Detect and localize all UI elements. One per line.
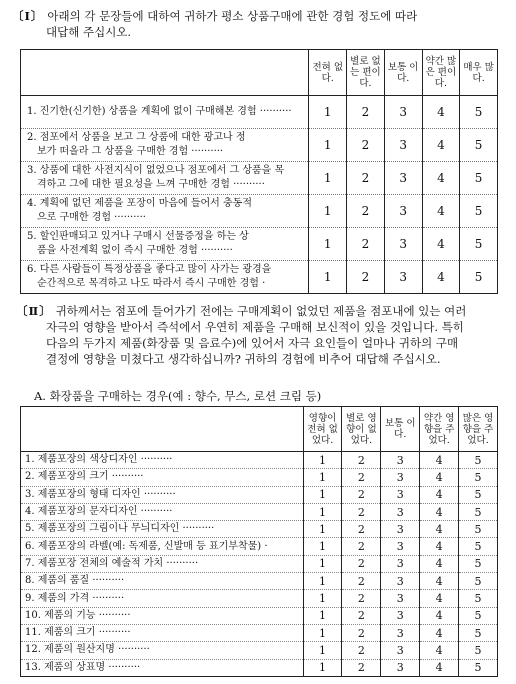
section1-item-line: 1. 진기한(신기한) 상품을 계획에 없이 구매해본 경험 ·········· bbox=[27, 106, 292, 117]
section2-scale-header: 영향이 전혀 없었다. bbox=[303, 407, 342, 452]
section2-item-row bbox=[21, 642, 498, 659]
scale-option-4[interactable]: 4 bbox=[422, 129, 460, 162]
scale-option-4[interactable]: 4 bbox=[422, 195, 460, 228]
scale-option-1[interactable]: 1 bbox=[303, 642, 342, 659]
section2-instruction-line: 결정에 영향을 미쳤다고 생각하십니까? 귀하의 경험에 비추어 대답해 주십시오. bbox=[46, 352, 441, 366]
scale-option-4[interactable]: 4 bbox=[420, 642, 459, 659]
section1-item-line: 6. 다른 사람들이 특정상품을 좋다고 많이 사가는 광경을 bbox=[27, 264, 272, 275]
scale-option-2[interactable]: 2 bbox=[347, 96, 385, 129]
scale-option-4[interactable]: 4 bbox=[420, 555, 459, 572]
section1-scale-header: 전혀 없다. bbox=[309, 50, 347, 96]
scale-option-1[interactable]: 1 bbox=[309, 129, 347, 162]
scale-option-5[interactable]: 5 bbox=[460, 195, 498, 228]
section1-item-row bbox=[21, 195, 498, 228]
scale-option-1[interactable]: 1 bbox=[303, 590, 342, 607]
scale-option-4[interactable]: 4 bbox=[422, 261, 460, 294]
scale-option-5[interactable]: 5 bbox=[459, 486, 498, 503]
scale-option-2[interactable]: 2 bbox=[342, 452, 381, 469]
scale-option-1[interactable]: 1 bbox=[303, 624, 342, 641]
scale-option-5[interactable]: 5 bbox=[460, 162, 498, 195]
section1-table bbox=[20, 49, 498, 294]
section2-item-label: 11. 제품의 크기 ·········· bbox=[21, 624, 304, 641]
scale-option-2[interactable]: 2 bbox=[347, 129, 385, 162]
scale-option-2[interactable]: 2 bbox=[342, 538, 381, 555]
section2-item-label: 10. 제품의 기능 ·········· bbox=[21, 607, 304, 624]
scale-option-3[interactable]: 3 bbox=[381, 590, 420, 607]
scale-option-1[interactable]: 1 bbox=[303, 607, 342, 624]
section1-item-line: 보가 떠올라 그 상품을 구매한 경험 ·········· bbox=[37, 146, 224, 157]
section1-item-line: 4. 계획에 없던 제품을 포장이 마음에 들어서 충동적 bbox=[27, 198, 252, 209]
section2-item-label: 2. 제품포장의 크기 ·········· bbox=[21, 469, 304, 486]
section2-item-row bbox=[21, 469, 498, 486]
section1-item-line: 2. 점포에서 상품을 보고 그 상품에 대한 광고나 정 bbox=[27, 132, 246, 143]
section1-item-row bbox=[21, 129, 498, 162]
scale-option-3[interactable]: 3 bbox=[381, 538, 420, 555]
scale-option-5[interactable]: 5 bbox=[460, 96, 498, 129]
scale-option-2[interactable]: 2 bbox=[342, 659, 381, 676]
section2-item-label: 12. 제품의 원산지명 ·········· bbox=[21, 642, 304, 659]
scale-option-2[interactable]: 2 bbox=[347, 228, 385, 261]
section1-header-blank bbox=[21, 50, 309, 96]
scale-option-3[interactable]: 3 bbox=[381, 452, 420, 469]
section2-item-label: 8. 제품의 품질 ·········· bbox=[21, 573, 304, 590]
scale-option-1[interactable]: 1 bbox=[303, 538, 342, 555]
scale-option-5[interactable]: 5 bbox=[460, 228, 498, 261]
section1-item-row bbox=[21, 261, 498, 294]
scale-option-4[interactable]: 4 bbox=[420, 503, 459, 520]
section2-item-label: 5. 제품포장의 그림이나 무늬디자인 ·········· bbox=[21, 521, 304, 538]
scale-option-4[interactable]: 4 bbox=[420, 469, 459, 486]
scale-option-5[interactable]: 5 bbox=[459, 555, 498, 572]
scale-option-5[interactable]: 5 bbox=[459, 538, 498, 555]
subsection-a-title: A. 화장품을 구매하는 경우(예 : 향수, 무스, 로션 크림 등) bbox=[34, 389, 322, 403]
scale-option-3[interactable]: 3 bbox=[381, 555, 420, 572]
scale-option-3[interactable]: 3 bbox=[381, 521, 420, 538]
section2-scale-header: 많은 영향을 주었다. bbox=[459, 407, 498, 452]
section2-instruction-line: 다음의 두가지 제품(화장품 및 음료수)에 있어서 자극 요인들이 얼마나 귀하의 구매 bbox=[46, 336, 459, 350]
section2-scale-header: 별로 영향이 없었다. bbox=[342, 407, 381, 452]
section1-item-text bbox=[21, 162, 309, 195]
scale-option-5[interactable]: 5 bbox=[459, 503, 498, 520]
scale-option-2[interactable]: 2 bbox=[342, 642, 381, 659]
section1-heading bbox=[12, 8, 506, 40]
section2-scale-header: 보통 이다. bbox=[381, 407, 420, 452]
scale-option-3[interactable]: 3 bbox=[384, 261, 422, 294]
scale-option-5[interactable]: 5 bbox=[459, 659, 498, 676]
scale-option-1[interactable]: 1 bbox=[303, 469, 342, 486]
section1-item-text bbox=[21, 96, 309, 129]
section2-item-row bbox=[21, 452, 498, 469]
section1-item-row bbox=[21, 228, 498, 261]
scale-option-4[interactable]: 4 bbox=[420, 452, 459, 469]
scale-option-3[interactable]: 3 bbox=[384, 195, 422, 228]
scale-option-5[interactable]: 5 bbox=[459, 624, 498, 641]
section2-item-label: 13. 제품의 상표명 ·········· bbox=[21, 659, 304, 676]
scale-option-1[interactable]: 1 bbox=[309, 261, 347, 294]
scale-option-4[interactable]: 4 bbox=[420, 573, 459, 590]
scale-option-2[interactable]: 2 bbox=[342, 624, 381, 641]
section1-scale-header: 보통 이다. bbox=[384, 50, 422, 96]
scale-option-3[interactable]: 3 bbox=[384, 129, 422, 162]
section2-scale-header: 약간 영향을 주었다. bbox=[420, 407, 459, 452]
section1-item-text bbox=[21, 261, 309, 294]
scale-option-4[interactable]: 4 bbox=[420, 607, 459, 624]
section1-item-line: 3. 상품에 대한 사전지식이 없었으나 점포에서 그 상품을 목 bbox=[27, 165, 285, 176]
section2-item-row bbox=[21, 590, 498, 607]
scale-option-5[interactable]: 5 bbox=[460, 129, 498, 162]
section2-item-row bbox=[21, 659, 498, 676]
section2-item-row bbox=[21, 521, 498, 538]
scale-option-3[interactable]: 3 bbox=[381, 642, 420, 659]
section2-item-row bbox=[21, 607, 498, 624]
scale-option-3[interactable]: 3 bbox=[384, 228, 422, 261]
scale-option-3[interactable]: 3 bbox=[381, 607, 420, 624]
scale-option-5[interactable]: 5 bbox=[459, 642, 498, 659]
section1-item-text bbox=[21, 228, 309, 261]
scale-option-1[interactable]: 1 bbox=[309, 96, 347, 129]
scale-option-1[interactable]: 1 bbox=[303, 573, 342, 590]
scale-option-4[interactable]: 4 bbox=[422, 162, 460, 195]
scale-option-3[interactable]: 3 bbox=[381, 503, 420, 520]
scale-option-3[interactable]: 3 bbox=[384, 162, 422, 195]
scale-option-2[interactable]: 2 bbox=[342, 503, 381, 520]
section2-item-row bbox=[21, 624, 498, 641]
scale-option-2[interactable]: 2 bbox=[342, 590, 381, 607]
scale-option-2[interactable]: 2 bbox=[342, 555, 381, 572]
section2-heading bbox=[16, 303, 506, 367]
section2-item-label: 6. 제품포장의 라벨(예: 독제품, 신발매 등 표기부착물) · bbox=[21, 538, 304, 555]
section2-item-row bbox=[21, 555, 498, 572]
scale-option-2[interactable]: 2 bbox=[347, 261, 385, 294]
section1-item-row bbox=[21, 96, 498, 129]
scale-option-4[interactable]: 4 bbox=[420, 624, 459, 641]
scale-option-3[interactable]: 3 bbox=[384, 96, 422, 129]
section2-item-row bbox=[21, 503, 498, 520]
section2-item-label: 9. 제품의 가격 ·········· bbox=[21, 590, 304, 607]
section2-item-label: 7. 제품포장 전체의 예술적 가치 ·········· bbox=[21, 555, 304, 572]
scale-option-1[interactable]: 1 bbox=[303, 521, 342, 538]
scale-option-2[interactable]: 2 bbox=[342, 486, 381, 503]
section1-instruction-line1: 아래의 각 문장들에 대하여 귀하가 평소 상품구매에 관한 경험 정도에 따라 bbox=[47, 9, 418, 23]
scale-option-3[interactable]: 3 bbox=[381, 624, 420, 641]
section2-header-blank bbox=[21, 407, 304, 452]
scale-option-1[interactable]: 1 bbox=[309, 228, 347, 261]
scale-option-2[interactable]: 2 bbox=[342, 469, 381, 486]
section2-item-label: 4. 제품포장의 문자디자인 ·········· bbox=[21, 503, 304, 520]
scale-option-2[interactable]: 2 bbox=[342, 521, 381, 538]
scale-option-1[interactable]: 1 bbox=[303, 503, 342, 520]
scale-option-3[interactable]: 3 bbox=[381, 469, 420, 486]
scale-option-3[interactable]: 3 bbox=[381, 486, 420, 503]
section1-item-line: 순간적으로 목격하고 나도 따라서 즉시 구매한 경험 · bbox=[37, 278, 266, 289]
section2-item-row bbox=[21, 573, 498, 590]
scale-option-1[interactable]: 1 bbox=[303, 555, 342, 572]
scale-option-5[interactable]: 5 bbox=[459, 573, 498, 590]
scale-option-1[interactable]: 1 bbox=[303, 486, 342, 503]
scale-option-1[interactable]: 1 bbox=[303, 659, 342, 676]
scale-option-4[interactable]: 4 bbox=[422, 96, 460, 129]
scale-option-1[interactable]: 1 bbox=[309, 162, 347, 195]
section2-table bbox=[20, 406, 498, 677]
scale-option-4[interactable]: 4 bbox=[422, 228, 460, 261]
section2-item-label: 3. 제품포장의 형태 디자인 ·········· bbox=[21, 486, 304, 503]
section1-item-line: 격하고 그에 대한 필요성을 느껴 구매한 경험 ·········· bbox=[37, 179, 265, 190]
scale-option-2[interactable]: 2 bbox=[347, 162, 385, 195]
section1-item-line: 품을 사전계획 없이 즉시 구매한 경험 ·········· bbox=[37, 245, 233, 256]
section1-roman: 〔Ⅰ〕 bbox=[12, 9, 44, 23]
section1-scale-header: 약간 많은 편이다. bbox=[422, 50, 460, 96]
scale-option-3[interactable]: 3 bbox=[381, 659, 420, 676]
section1-item-line: 5. 할인판매되고 있거나 구매시 선물증정을 하는 상 bbox=[27, 231, 249, 242]
scale-option-1[interactable]: 1 bbox=[309, 195, 347, 228]
section2-instruction-line: 귀하께서는 점포에 들어가기 전에는 구매계획이 없었던 제품을 점포내에 있는 여러 bbox=[55, 304, 467, 318]
section1-item-line: 으로 구매한 경험 ·········· bbox=[37, 212, 146, 223]
scale-option-5[interactable]: 5 bbox=[459, 521, 498, 538]
scale-option-5[interactable]: 5 bbox=[459, 607, 498, 624]
section1-item-text bbox=[21, 195, 309, 228]
section2-item-row bbox=[21, 486, 498, 503]
section2-instruction-line: 자극의 영향을 받아서 즉석에서 우연히 제품을 구매해 보신적이 있을 것입니다. 특히 bbox=[46, 320, 464, 334]
scale-option-4[interactable]: 4 bbox=[420, 486, 459, 503]
scale-option-2[interactable]: 2 bbox=[342, 607, 381, 624]
scale-option-4[interactable]: 4 bbox=[420, 521, 459, 538]
section2-roman: 〔Ⅱ〕 bbox=[16, 304, 52, 318]
section1-item-row bbox=[21, 162, 498, 195]
section1-instruction-line2: 대답해 주십시오. bbox=[46, 25, 132, 39]
scale-option-4[interactable]: 4 bbox=[420, 590, 459, 607]
scale-option-5[interactable]: 5 bbox=[460, 261, 498, 294]
section1-scale-header: 별로 없는 편이다. bbox=[347, 50, 385, 96]
section1-item-text bbox=[21, 129, 309, 162]
scale-option-3[interactable]: 3 bbox=[381, 573, 420, 590]
section2-item-label: 1. 제품포장의 색상디자인 ·········· bbox=[21, 452, 304, 469]
section1-scale-header: 매우 많다. bbox=[460, 50, 498, 96]
scale-option-5[interactable]: 5 bbox=[459, 590, 498, 607]
scale-option-4[interactable]: 4 bbox=[420, 538, 459, 555]
scale-option-5[interactable]: 5 bbox=[459, 469, 498, 486]
scale-option-5[interactable]: 5 bbox=[459, 452, 498, 469]
scale-option-4[interactable]: 4 bbox=[420, 659, 459, 676]
scale-option-2[interactable]: 2 bbox=[347, 195, 385, 228]
scale-option-2[interactable]: 2 bbox=[342, 573, 381, 590]
section2-item-row bbox=[21, 538, 498, 555]
scale-option-1[interactable]: 1 bbox=[303, 452, 342, 469]
